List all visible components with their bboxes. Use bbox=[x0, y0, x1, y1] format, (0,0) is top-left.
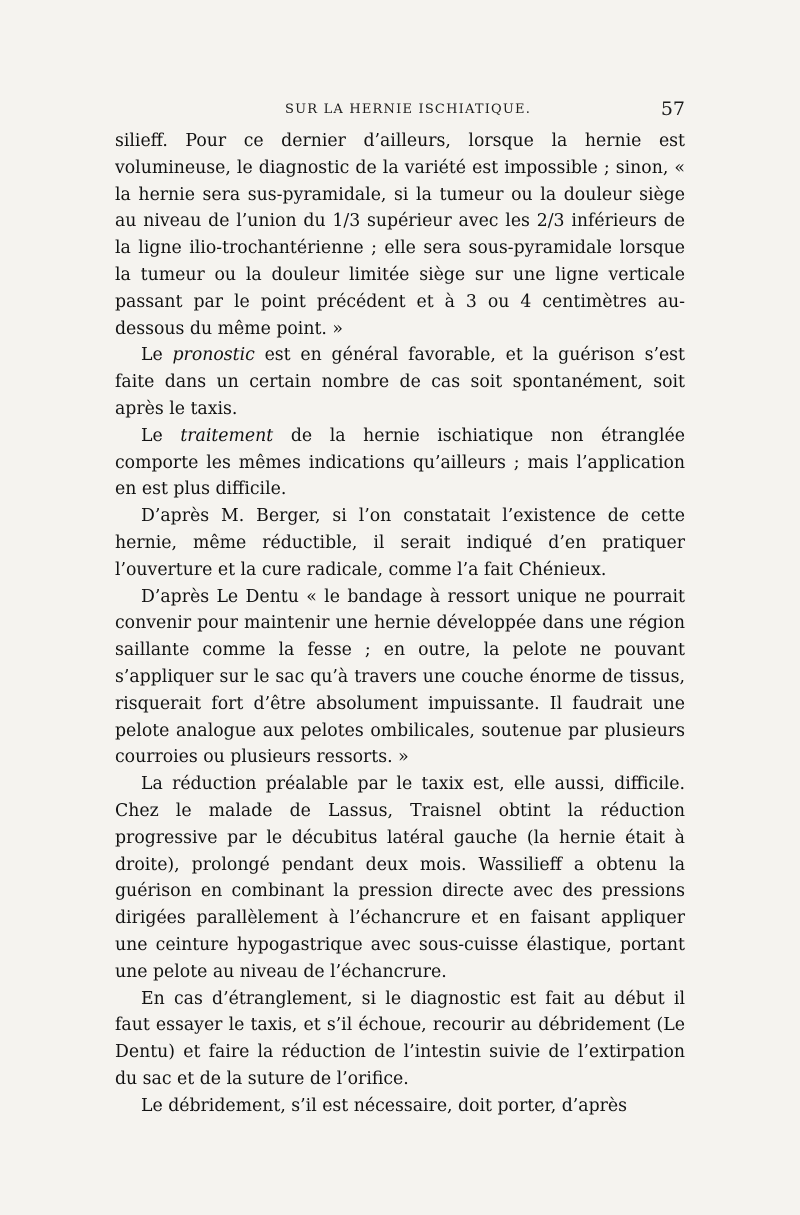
paragraph-debridement: Le débridement, s’il est nécessaire, doit porter, d’après bbox=[141, 1095, 628, 1116]
paragraph-treatment bbox=[115, 423, 685, 503]
paragraph-treatment-lead: Le bbox=[141, 425, 181, 446]
page-number: 57 bbox=[660, 98, 685, 120]
paragraph-strangulation: En cas d’étranglement, si le diagnostic est fait au début il faut essayer le taxis, et s’il échoue, recourir au débridement (Le Dentu) et faire la réduction de l’intestin suivie de l’extirpation du sac et de la suture de l’orifice. bbox=[115, 988, 685, 1089]
paragraph-treatment-rest: de la hernie ischiatique non étranglée comporte les mêmes indications qu’ailleurs ; mais l’application en est plus difficile. bbox=[115, 425, 685, 500]
page-header bbox=[115, 98, 685, 124]
paragraph-berger: D’après M. Berger, si l’on constatait l’existence de cette hernie, même réductible, il serait indiqué d’en pratiquer l’ouverture et la cure radicale, comme l’a fait Chénieux. bbox=[115, 506, 685, 580]
paragraph-prognosis-lead: Le bbox=[141, 345, 173, 366]
term-traitement: traitement bbox=[180, 425, 274, 446]
paragraph-prognosis bbox=[115, 342, 685, 422]
paragraph-reduction: La réduction préalable par le taxix est, elle aussi, difficile. Chez le malade de Lassus, Traisnel obtint la réduction progressive par le décubitus latéral gauche (la hernie était à droite), prolongé pendant deux mois. Wassilieff a obtenu la guérison en combinant la pression directe avec des pressions dirigées parallèlement à l’échancrure et en faisant appliquer une ceinture hypogastrique avec sous-cuisse élastique, portant une pelote au niveau de l’échancrure. bbox=[115, 774, 685, 982]
running-title: SUR LA HERNIE ISCHIATIQUE. bbox=[285, 102, 532, 117]
paragraph-prognosis-rest: est en général favorable, et la guérison s’est faite dans un certain nombre de cas soit spontanément, soit après le taxis. bbox=[115, 345, 685, 419]
body-text bbox=[115, 128, 685, 1119]
paragraph-le-dentu: D’après Le Dentu « le bandage à ressort unique ne pourrait convenir pour maintenir une hernie développée dans une région saillante comme la fesse ; en outre, la pelote ne pouvant s’appliquer sur le sac qu’à travers une couche énorme de tissus, risquerait fort d’être absolument impuissante. Il faudrait une pelote analogue aux pelotes ombilicales, soutenue par plusieurs courroies ou plusieurs ressorts. » bbox=[115, 586, 685, 768]
paragraph-continuation: silieff. Pour ce dernier d’ailleurs, lorsque la hernie est volumineuse, le diagnostic de la variété est impossible ; sinon, « la hernie sera sus-pyramidale, si la tumeur ou la douleur siège au niveau de l’union du 1/3 supérieur avec les 2/3 inférieurs de la ligne ilio-trochantérienne ; elle sera sous-pyramidale lorsque la tumeur ou la douleur limitée siège sur une ligne verticale passant par le point précédent et à 3 ou 4 centimètres au-dessous du même point. » bbox=[115, 131, 685, 339]
term-pronostic: pronostic bbox=[172, 345, 255, 366]
